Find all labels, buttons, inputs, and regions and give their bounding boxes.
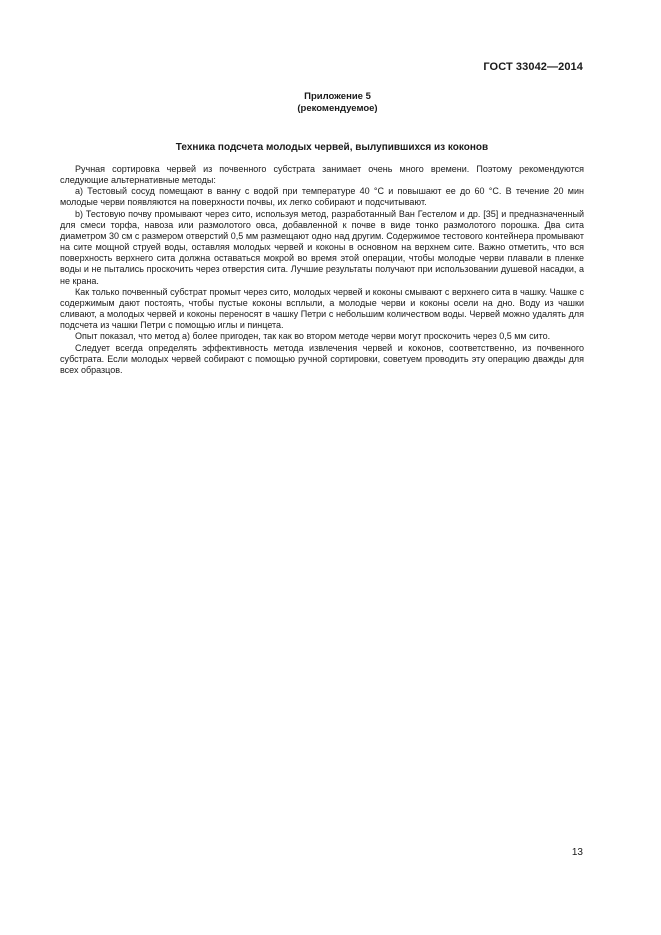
section-title: Техника подсчета молодых червей, вылупившихся из коконов: [175, 142, 489, 153]
appendix-heading: [0, 91, 661, 115]
body-text: [60, 164, 584, 376]
paragraph: Ручная сортировка червей из почвенного субстрата занимает очень много времени. Поэтому рекомендуются следующие альтернативные методы:: [60, 164, 584, 186]
document-code: ГОСТ 33042—2014: [483, 61, 583, 73]
page-number: 13: [571, 847, 583, 858]
paragraph: Как только почвенный субстрат промыт через сито, молодых червей и коконы смывают с верхнего сита в чашку. Чашке с содержимым дают постоять, чтобы пустые коконы всплыли, а молодые черви и коконы осели на дно. Воду из чашки сливают, а молодых червей и коконы переносят в чашку Петри с небольшим количеством воды. Червей можно удалять для подсчета из чашки Петри с помощью иглы и пинцета.: [60, 286, 584, 331]
paragraph: Опыт показал, что метод а) более пригоден, так как во втором методе черви могут проскочить через 0,5 мм сито.: [75, 331, 551, 342]
paragraph: b) Тестовую почву промывают через сито, используя метод, разработанный Ван Гестелом и др. [35] и предназначенный для смеси торфа, навоза или размолотого овса, добавленной к почве в виде тонко размолотого порошка. Два сита диаметром 30 см с размером отверстий 0,5 мм размещают одно над другим. Содержимое тестового контейнера промывают на сите мощной струей воды, оставляя молодых червей и коконы в основном на верхнем сите. Важно отметить, что вся поверхность верхнего сита должна оставаться мокрой во время этой операции, чтобы молодые черви плавали в пленке воды и не пытались проскочить через отверстия сита. Лучшие результаты получают при использовании душевой насадки, а не крана.: [60, 208, 584, 286]
appendix-status: (рекомендуемое): [297, 103, 378, 114]
paragraph: a) Тестовый сосуд помещают в ванну с водой при температуре 40 °С и повышают ее до 60 °С. В течение 20 мин молодые черви появляются на поверхности почвы, их легко собирают и подсчитывают.: [60, 186, 584, 208]
appendix-label: Приложение 5: [304, 91, 371, 102]
paragraph: Следует всегда определять эффективность метода извлечения червей и коконов, соответственно, из почвенного субстрата. Если молодых червей собирают с помощью ручной сортировки, советуем проводить эту операцию дважды для всех образцов.: [60, 342, 584, 375]
